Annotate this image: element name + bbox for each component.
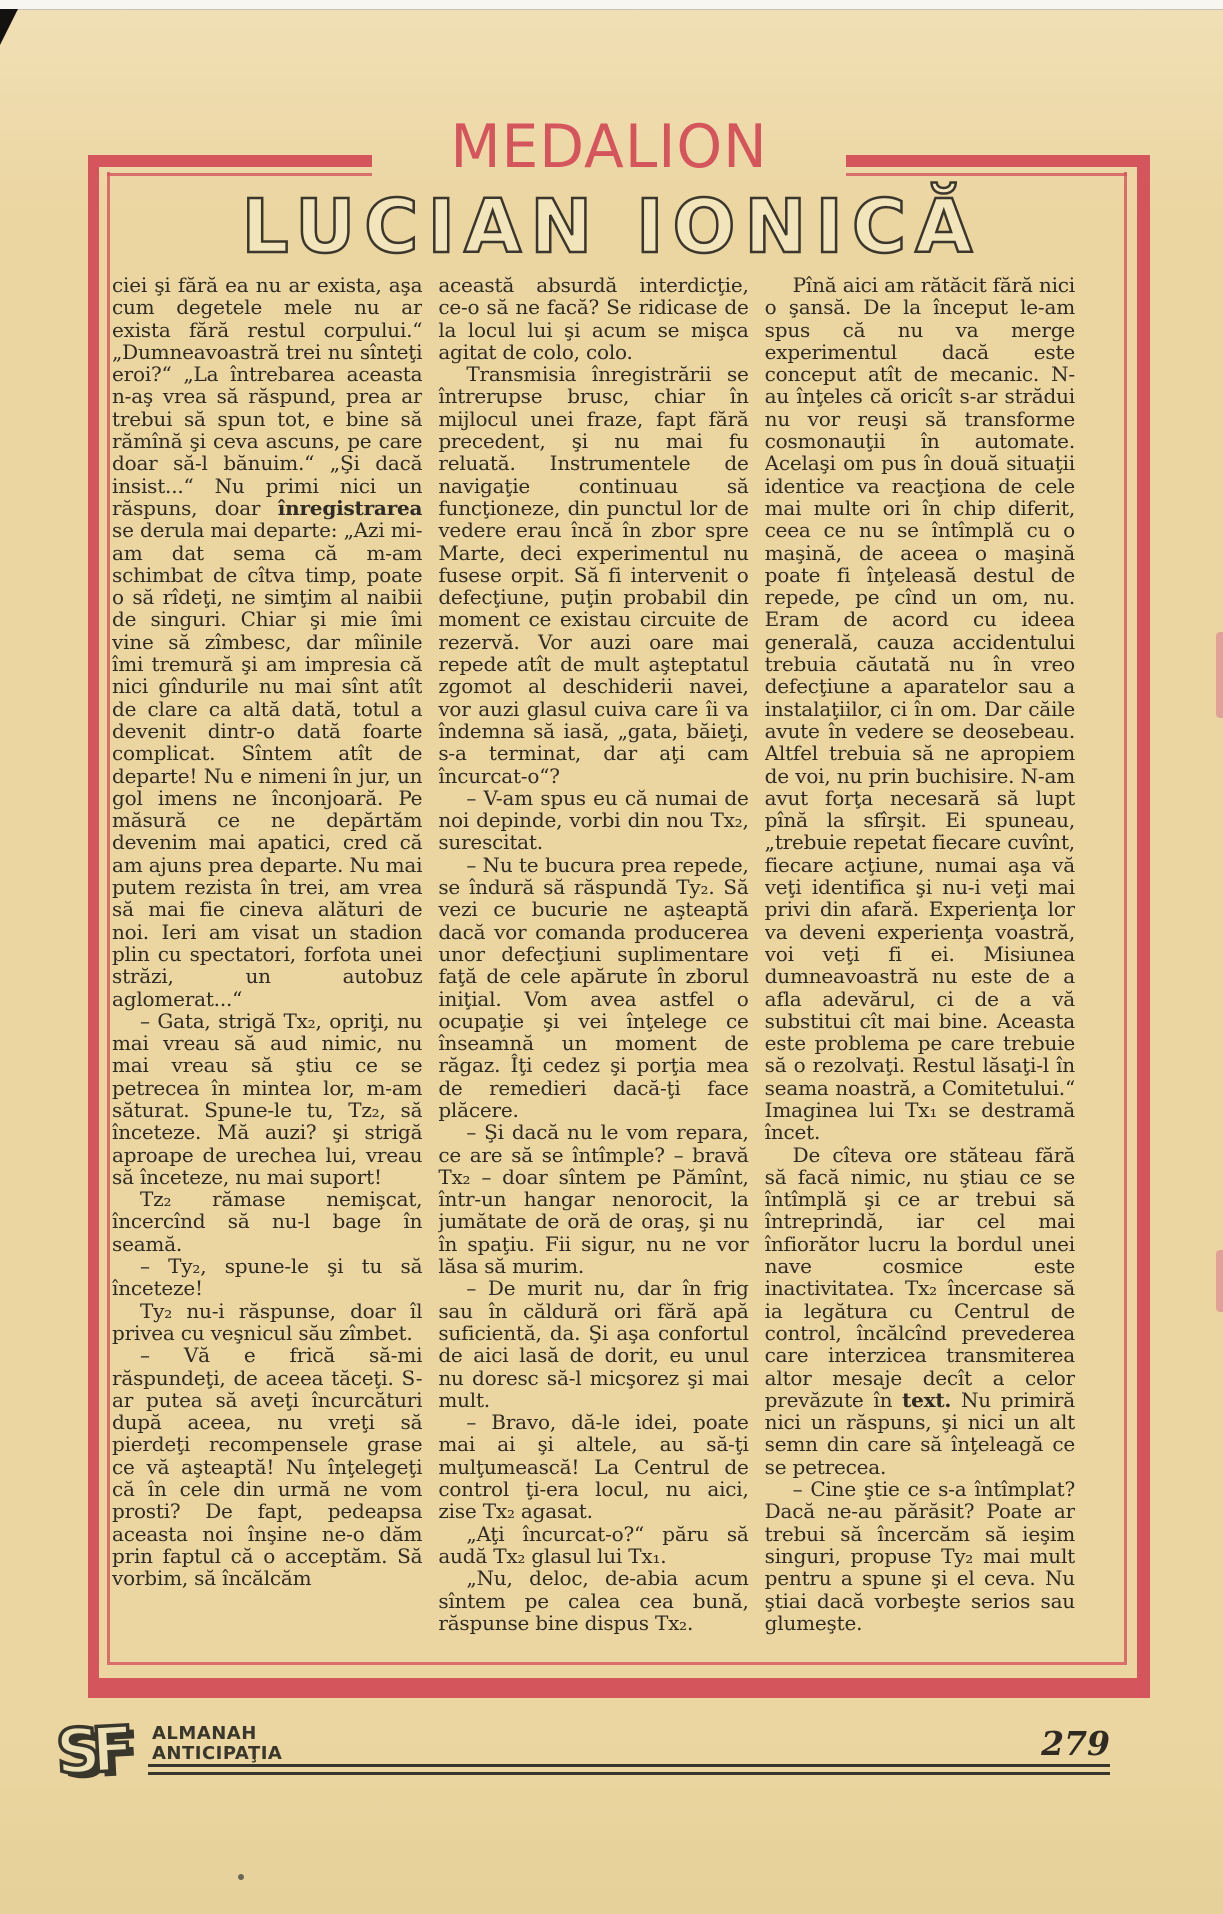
scan-edge-smudge bbox=[1216, 632, 1223, 718]
scan-corner-artifact bbox=[0, 9, 18, 45]
paragraph bbox=[438, 854, 748, 1122]
text-run: ciei şi fără ea nu ar exista, aşa cum degetele mele nu ar exista fără restul corpului.“ „Dumneavoastră trei nu sînteţi eroi?“ „La întrebarea aceasta n-aş vrea să răspund, prea ar trebui să spun tot, e bine să rămînă şi ceva ascuns, pe care doar să-l bănuim.“ „Şi dacă insist...“ Nu primi nici un răspuns, doar bbox=[112, 274, 423, 520]
author-name-title: LUCIAN IONICĂ bbox=[241, 184, 982, 270]
paragraph bbox=[438, 1523, 748, 1568]
paragraph bbox=[112, 1344, 422, 1589]
paragraph bbox=[438, 1121, 748, 1277]
text-column bbox=[438, 274, 748, 1654]
text-run: „Nu, deloc, de-abia acum sîntem pe calea cea bună, răspunse bine dispus Tx₂. bbox=[438, 1566, 749, 1635]
paragraph bbox=[438, 1567, 748, 1634]
publication-name-line1: ALMANAH bbox=[152, 1723, 257, 1744]
paragraph bbox=[438, 1277, 748, 1411]
publication-name bbox=[152, 1724, 282, 1764]
paragraph bbox=[112, 1188, 422, 1255]
text-run: – Nu te bucura prea repede, se îndură să răspundă Ty₂. Să vezi ce bucurie ne aşteaptă dacă vor comanda producerea unor defecţiuni suplimentare faţă de cele apărute în zborul iniţial. Vom avea astfel o ocupaţie şi vei înţelege ce înseamnă un moment de răgaz. Îţi cedez şi porţia mea de remedieri dacă-ţi face plăcere. bbox=[438, 852, 749, 1122]
scan-speck bbox=[238, 1874, 244, 1880]
page-number: 279 bbox=[1041, 1724, 1110, 1763]
text-run: – V-am spus eu că numai de noi depinde, vorbi din nou Tx₂, surescitat. bbox=[438, 785, 749, 855]
text-run: se derula mai departe: „Azi mi-am dat sema că m-am schimbat de cîtva timp, poate o să rîdeţi, ne simţim al naibii de singuri. Chiar şi mie îmi vine să zîmbesc, dar mîinile îmi tremură şi am impresia că nici gîndurile nu mai sînt atît de clare ca altă dată, totul a devenit dintr-o dată foarte complicat. Sîntem atît de departe! Nu e nimeni în jur, un gol imens ne înconjoară. Pe măsură ce ne depărtăm devenim mai apatici, cred că am ajuns prea departe. Nu mai putem rezista în trei, am vrea să mai fie cineva alături de noi. Ieri am visat un stadion plin cu spectatori, forfota unei străzi, un autobuz aglomerat...“ bbox=[112, 518, 423, 1011]
text-run: această absurdă interdicţie, ce-o să ne facă? Se ridicase de la locul lui şi acum se mişca agitat de colo, colo. bbox=[438, 274, 749, 364]
footer-double-rule bbox=[148, 1764, 1110, 1775]
paragraph bbox=[112, 1010, 422, 1188]
paragraph bbox=[765, 274, 1075, 1144]
text-run: – Şi dacă nu le vom repara, ce are să se întîmple? – bravă Tx₂ – doar sîntem pe Pămînt, într-un hangar nenorocit, la jumătate de oră de oraş, şi nu în spaţiu. Fii sigur, nu ne vor lăsa să murim. bbox=[438, 1120, 749, 1279]
bold-text-run: text. bbox=[902, 1387, 952, 1412]
paragraph bbox=[438, 1411, 748, 1522]
sf-logo: SF bbox=[54, 1712, 127, 1789]
bold-text-run: înregistrarea bbox=[277, 495, 423, 520]
paragraph bbox=[438, 274, 748, 363]
paragraph bbox=[438, 787, 748, 854]
text-run: Tz₂ rămase nemişcat, încercînd să nu-l bage în seamă. bbox=[112, 1187, 423, 1256]
text-run: – Gata, strigă Tx₂, opriţi, nu mai vreau să aud nimic, nu mai vreau să ştiu ce se petrecea în mintea lor, m-am săturat. Spune-le tu, Tz₂, să înceteze. Mă auzi? şi strigă aproape de urechea lui, vreau să înceteze, nu mai suport! bbox=[112, 1008, 423, 1189]
text-run: – Ty₂, spune-le şi tu să înceteze! bbox=[112, 1254, 423, 1301]
paragraph bbox=[765, 1478, 1075, 1634]
text-column bbox=[765, 274, 1075, 1654]
text-run: De cîteva ore stăteau fără să facă nimic, nu ştiau ce se întîmplă şi ce ar trebui să întreprindă, iar cel mai înfiorător lucru la bordul unei nave cosmice este inactivitatea. Tx₂ încercase să ia legătura cu Centrul de control, încălcînd prevederea care interzicea transmiterea altor mesaje decît a celor prevăzute în bbox=[764, 1142, 1075, 1412]
publication-name-line2: ANTICIPAŢIA bbox=[152, 1743, 283, 1764]
scan-edge-strip bbox=[0, 0, 1223, 10]
paragraph bbox=[112, 1255, 422, 1300]
text-run: Nu primiră nici un răspuns, şi nici un alt semn din care să înţeleagă ce se petrecea. bbox=[764, 1387, 1075, 1479]
paragraph bbox=[438, 363, 748, 787]
text-run: Transmisia înregistrării se întrerupse brusc, chiar în mijlocul unei fraze, fapt fără precedent, şi nu mai fu reluată. Instrumentele de navigaţie continuau să funcţioneze, din punctul lor de vedere erau încă în zbor spre Marte, deci experimentul nu fusese orpit. Să fi intervenit o defecţiune, puţin probabil din moment ce existau circuite de rezervă. Vor auzi oare mai repede atît de mult aşteptatul zgomot al deschiderii navei, vor auzi glasul cuiva care îi va îndemna să iasă, „gata, băieţi, s-a terminat, dar aţi cam încurcat-o“? bbox=[438, 362, 749, 788]
scan-edge-smudge bbox=[1216, 1250, 1223, 1312]
text-run: – De murit nu, dar în frig sau în căldură ori fără apă suficientă, da. Şi aşa confortul de aici lasă de dorit, eu unul nu doresc să-l micşorez şi mai mult. bbox=[438, 1276, 749, 1412]
text-run: – Bravo, dă-le idei, poate mai ai şi altele, au să-ţi mulţumească! La Centrul de control ţi-era locul, nu aici, zise Tx₂ agasat. bbox=[438, 1410, 749, 1524]
text-run: Pînă aici am rătăcit fără nici o şansă. De la început le-am spus că nu va merge experimentul dacă este conceput atît de mecanic. N-au înţeles că oricît s-ar strădui nu vor reuşi să transforme cosmonauţii în automate. Acelaşi om pus în două situaţii identice va reacţiona de cele mai multe ori în chip diferit, ceea ce nu se întîmplă cu o maşină, de aceea o maşină poate fi înţeleasă destul de repede, pe cînd un om, nu. Eram de acord cu ideea generală, cauza accidentului trebuia căutată nu în vreo defecţiune a aparatelor sau a instalaţiilor, ci în om. Dar căile avute în vedere se deosebeau. Altfel trebuia să ne apropiem de voi, nu prin buchisire. N-am avut forţa necesară să lupt pînă la sfîrşit. Ei spuneau, „trebuie repetat fiecare cuvînt, fiecare acţiune, numai aşa vă veţi identifica şi nu-i veţi mai privi din afară. Experienţa lor va deveni experienţa voastră, voi veţi fi ei. Misiunea dumneavoastră nu este de a afla adevărul, ci de a vă substitui cît mai bine. Aceasta este problema pe care trebuie să o rezolvaţi. Restul lăsaţi-l în seama noastră, a Comitetului.“ Imaginea lui Tx₁ se destramă încet. bbox=[764, 274, 1075, 1145]
text-run: „Aţi încurcat-o?“ păru să audă Tx₂ glasul lui Tx₁. bbox=[438, 1521, 749, 1568]
text-column bbox=[112, 274, 422, 1654]
paragraph bbox=[765, 1144, 1075, 1478]
article-text bbox=[112, 274, 1075, 1654]
text-run: – Cine ştie ce s-a întîmplat? Dacă ne-au părăsit? Poate ar trebui să încercăm să ieşim singuri, propuse Ty₂ mai mult pentru a spune şi el ceva. Nu ştiai dacă vorbeşte serios sau glumeşte. bbox=[764, 1477, 1075, 1635]
text-run: Ty₂ nu-i răspunse, doar îl privea cu veşnicul său zîmbet. bbox=[112, 1298, 423, 1345]
text-run: – Vă e frică să-mi răspundeţi, de aceea tăceţi. S-ar putea să aveţi încurcături după aceea, nu vreţi să pierdeţi recompensele grase ce vă aşteaptă! Nu înţelegeţi că în cele din urmă ne vom prosti? De fapt, pedeapsa aceasta noi înşine ne-o dăm prin faptul că o acceptăm. Să vorbim, să încălcăm bbox=[112, 1343, 423, 1591]
section-title: MEDALION bbox=[450, 112, 768, 182]
paragraph bbox=[112, 1300, 422, 1345]
paragraph bbox=[112, 274, 422, 1010]
